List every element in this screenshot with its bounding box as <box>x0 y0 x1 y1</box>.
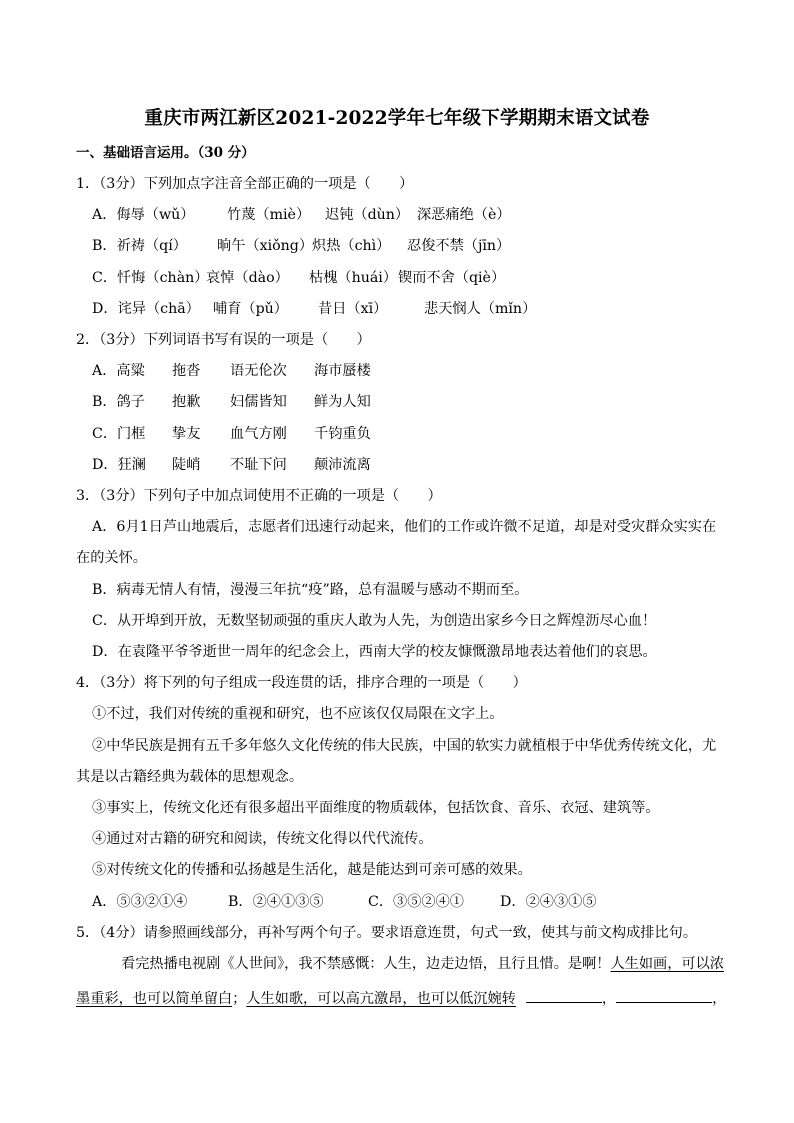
q4-sentence-2-line1: ②中华民族是拥有五千多年悠久文化传统的伟大民族，中国的软实力就植根于中华优秀传统文化，尤 <box>92 738 717 754</box>
q1-option-b <box>92 236 510 256</box>
q2-a-word2: 拖沓 <box>172 363 201 379</box>
q4-sentence-4: ④通过对古籍的研究和阅读，传统文化得以代代流传。 <box>92 831 433 847</box>
answer-blank-2[interactable] <box>616 986 712 1003</box>
q2-option-b <box>92 392 371 412</box>
q1-option-c <box>92 268 505 288</box>
q1-d-word4: 悲天悯人（mǐn） <box>424 301 537 317</box>
q4-option-a: A．⑤③②①④ <box>92 894 188 910</box>
q1-b-word1: B．祈祷（qí） <box>92 238 187 254</box>
section-heading: 一、基础语言运用。（30 分） <box>76 145 255 161</box>
q2-b-word2: 抱歉 <box>172 394 201 410</box>
q2-c-word3: 血气方刚 <box>230 426 287 442</box>
q3-option-a-line2: 在的关怀。 <box>76 550 147 566</box>
q4-options <box>92 892 597 912</box>
q2-b-word4: 鲜为人知 <box>314 394 371 410</box>
q3-stem: 3．（3分）下列句子中加点词使用不正确的一项是（ ） <box>76 488 442 504</box>
q4-stem: 4．（3分）将下列的句子组成一段连贯的话，排序合理的一项是（ ） <box>76 675 527 691</box>
q2-d-word2: 陡峭 <box>172 457 201 473</box>
q5-comma: ， <box>712 991 727 1007</box>
q2-c-word4: 千钧重负 <box>314 426 371 442</box>
q5-comma: ， <box>601 991 617 1007</box>
q3-option-c: C．从开埠到开放，无数坚韧顽强的重庆人敢为人先，为创造出家乡今日之辉煌沥尽心血！ <box>92 613 657 629</box>
q5-underlined-text: 人生如歌，可以高亢激昂，也可以低沉婉转 <box>246 991 516 1007</box>
q4-sentence-3: ③事实上，传统文化还有很多超出平面维度的物质载体，包括饮食、音乐、衣冠、建筑等。 <box>92 800 660 816</box>
q1-b-word3: 炽热（chì） <box>312 238 391 254</box>
q4-sentence-5: ⑤对传统文化的传播和弘扬越是生活化，越是能达到可亲可感的效果。 <box>92 862 532 878</box>
q5-passage-text: 看完热播电视剧《人世间》，我不禁感慨：人生，边走边悟，且行且惜。是啊！ <box>121 956 611 972</box>
q1-a-word4: 深恶痛绝（è） <box>417 207 511 223</box>
q2-a-word4: 海市蜃楼 <box>314 363 371 379</box>
q1-b-word2: 晌午（xiǒng） <box>217 238 314 254</box>
q3-option-d: D．在袁隆平爷爷逝世一周年的纪念会上，西南大学的校友慷慨激昂地表达着他们的哀思。 <box>92 644 657 660</box>
q1-c-word1: C．忏悔（chàn） <box>92 270 209 286</box>
q5-underlined-text: 墨重彩，也可以简单留白 <box>76 991 233 1007</box>
page-title: 重庆市两江新区2021-2022学年七年级下学期期末语文试卷 <box>144 108 650 129</box>
q3-option-b: B．病毒无情人有情，漫漫三年抗“疫”路，总有温暖与感动不期而至。 <box>92 582 529 598</box>
q4-option-c: C．③⑤②④① <box>368 894 464 910</box>
q1-stem: 1．（3分）下列加点字注音全部正确的一项是（ ） <box>76 176 414 192</box>
q4-option-d: D．②④③①⑤ <box>500 894 597 910</box>
q2-a-word3: 语无伦次 <box>230 363 287 379</box>
q2-option-c <box>92 424 371 444</box>
q1-c-word2: 哀悼（dào） <box>206 270 289 286</box>
q2-c-word1: C．门框 <box>92 426 146 442</box>
q1-b-word4: 忍俊不禁（jīn） <box>407 238 511 254</box>
q3-option-a-line1: A．6月1日芦山地震后，志愿者们迅速行动起来，他们的工作或许微不足道，却是对受灾群众实实在 <box>92 519 717 535</box>
answer-blank-1[interactable] <box>526 986 602 1003</box>
q5-passage-line2 <box>76 986 726 1009</box>
q4-option-b: B．②④①③⑤ <box>228 894 324 910</box>
q5-semicolon: ； <box>232 991 247 1007</box>
q2-option-d <box>92 455 371 475</box>
q2-d-word3: 不耻下问 <box>230 457 287 473</box>
q1-a-word3: 迟钝（dùn） <box>325 207 410 223</box>
q2-d-word1: D．狂澜 <box>92 457 146 473</box>
q1-c-word4: 锲而不舍（qiè） <box>398 270 506 286</box>
q4-sentence-2-line2: 其是以古籍经典为载体的思想观念。 <box>76 769 304 785</box>
q2-d-word4: 颠沛流离 <box>314 457 371 473</box>
q2-option-a <box>92 361 371 381</box>
q1-c-word3: 枯槐（huái） <box>309 270 398 286</box>
q1-d-word3: 昔日（xī） <box>318 301 388 317</box>
q1-a-word2: 竹蔑（miè） <box>227 207 311 223</box>
q2-b-word1: B．鸽子 <box>92 394 145 410</box>
q4-sentence-1: ①不过，我们对传统的重视和研究，也不应该仅仅局限在文字上。 <box>92 706 504 722</box>
q1-a-word1: A．侮辱（wǔ） <box>92 207 195 223</box>
q2-a-word1: A．高粱 <box>92 363 145 379</box>
q2-stem: 2．（3分）下列词语书写有误的一项是（ ） <box>76 332 371 348</box>
q5-underlined-text: 人生如画，可以浓 <box>610 956 724 972</box>
q1-d-word1: D．诧异（chā） <box>92 301 200 317</box>
q1-d-word2: 哺育（pǔ） <box>213 301 288 317</box>
q1-option-a <box>92 205 511 225</box>
q5-stem: 5．（4分）请参照画线部分，再补写两个句子。要求语意连贯，句式一致，使其与前文构成排比句。 <box>76 925 698 941</box>
q5-passage-line1 <box>121 954 724 974</box>
q2-b-word3: 妇儒皆知 <box>230 394 287 410</box>
q1-option-d <box>92 299 536 319</box>
q2-c-word2: 挚友 <box>172 426 201 442</box>
